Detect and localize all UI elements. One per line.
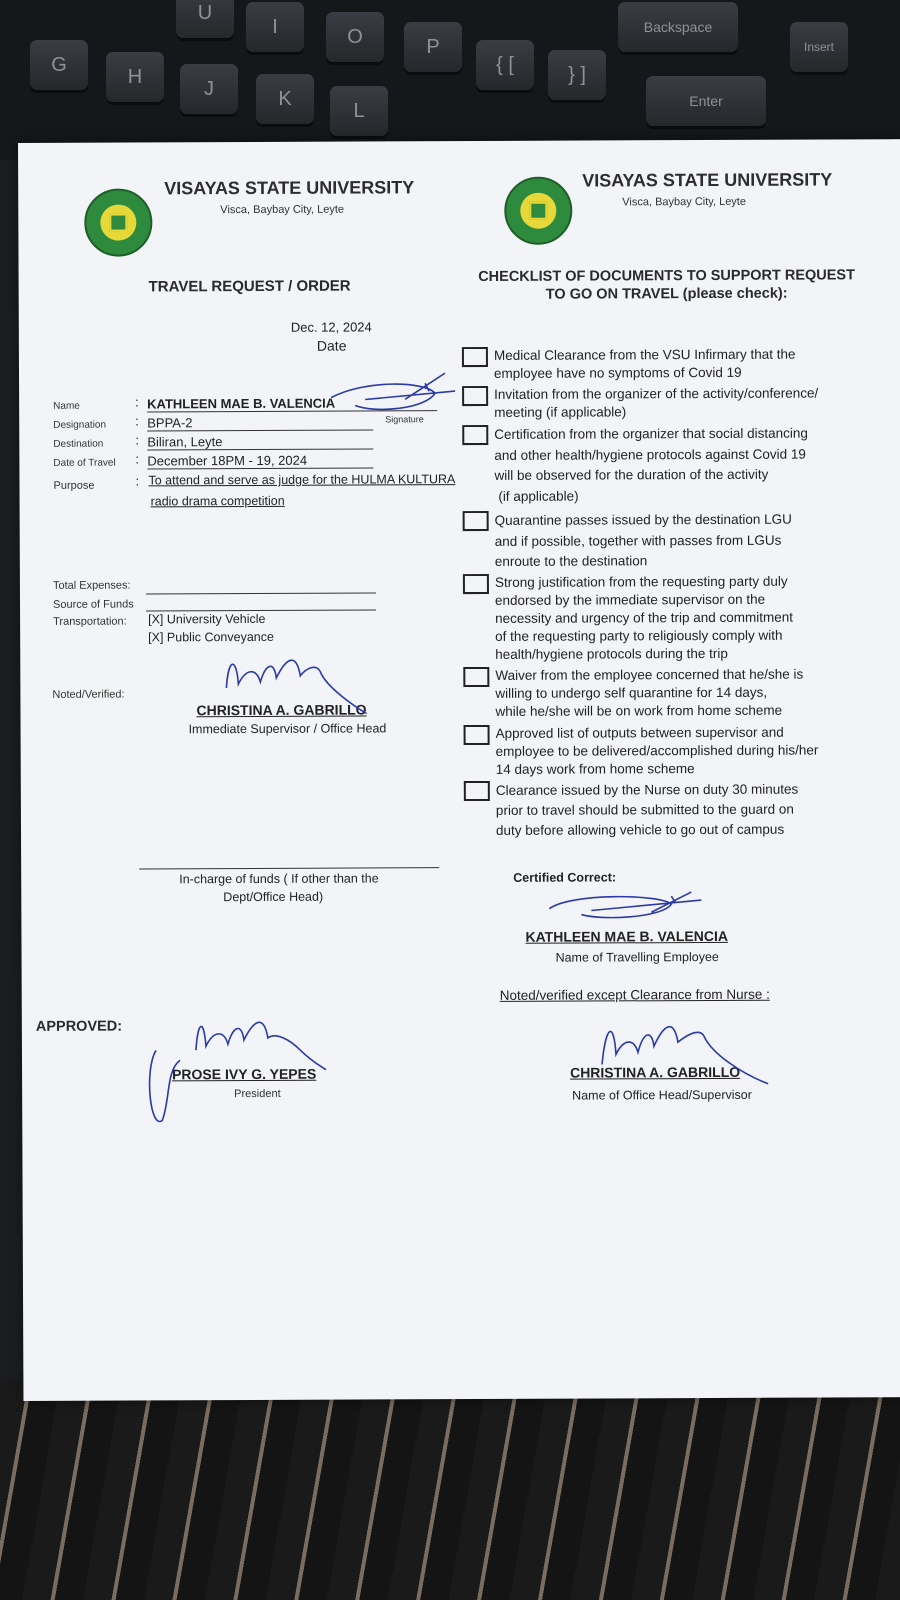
funds-signature-line xyxy=(139,867,439,869)
transport-option-2: [X] Public Conveyance xyxy=(148,629,274,645)
certified-correct-label: Certified Correct: xyxy=(513,870,617,885)
keyboard-key: J xyxy=(180,64,238,114)
colon: : xyxy=(135,451,140,467)
university-seal-right xyxy=(504,177,572,245)
travel-request-form xyxy=(18,139,900,1401)
name-label: Name xyxy=(53,400,80,412)
fabric-background xyxy=(0,1380,900,1600)
checkbox[interactable] xyxy=(462,386,488,406)
keyboard-key: K xyxy=(256,74,314,124)
checklist-title-2: TO GO ON TRAVEL (please check): xyxy=(545,285,788,303)
keyboard-key: Enter xyxy=(646,76,766,126)
checkbox[interactable] xyxy=(464,725,490,745)
keyboard-key: G xyxy=(30,40,88,90)
employee-signature-bottom xyxy=(541,888,711,929)
checklist-item: Medical Clearance from the VSU Infirmary that the employee have no symptoms of Covid 19 xyxy=(494,345,874,383)
university-address-right: Visca, Baybay City, Leyte xyxy=(622,195,747,209)
president-signature xyxy=(140,1010,341,1131)
checklist-item: Approved list of outputs between supervisor and employee to be delivered/accomplished during his/her 14 days work from home scheme xyxy=(496,723,876,779)
checklist-item: Strong justification from the requesting party duly endorsed by the immediate supervisor on the necessity and urgency of the trip and commitment of the requesting party to religiously comply with health/hygiene protocols during the trip xyxy=(495,572,875,664)
checkbox[interactable] xyxy=(462,425,488,445)
keyboard-key: { [ xyxy=(476,40,534,90)
checklist-item: Certification from the organizer that social distancing and other health/hygiene protocols against Covid 19 will be observed for the duration of the activity (if applicable) xyxy=(494,423,874,507)
employee-name: KATHLEEN MAE B. VALENCIA xyxy=(525,927,728,945)
checklist-item: Clearance issued by the Nurse on duty 30 minutes prior to travel should be submitted to the guard on duty before allowing vehicle to go out of campus xyxy=(496,779,876,841)
form-title: TRAVEL REQUEST / ORDER xyxy=(148,277,351,296)
checklist-item: Quarantine passes issued by the destination LGU and if possible, together with passes from LGUs enroute to the destination xyxy=(495,509,875,572)
purpose-label: Purpose xyxy=(53,479,95,492)
colon: : xyxy=(135,473,140,489)
head-signature xyxy=(592,1004,782,1095)
date-of-travel-label: Date of Travel xyxy=(53,457,116,469)
total-expenses-label: Total Expenses: xyxy=(52,579,131,592)
keyboard-key: O xyxy=(326,12,384,62)
keyboard-background xyxy=(0,0,900,160)
checkbox[interactable] xyxy=(463,574,489,594)
keyboard-key: Insert xyxy=(790,22,848,72)
source-of-funds-label: Source of Funds xyxy=(52,598,134,611)
colon: : xyxy=(135,413,139,429)
checkbox[interactable] xyxy=(464,781,490,801)
noted-except-label: Noted/verified except Clearance from Nurse : xyxy=(499,986,770,1003)
university-name-left: VISAYAS STATE UNIVERSITY xyxy=(164,177,415,199)
date-label: Date xyxy=(316,337,347,354)
checklist-title-1: CHECKLIST OF DOCUMENTS TO SUPPORT REQUEST xyxy=(478,267,855,285)
checklist-item: Waiver from the employee concerned that he/she is willing to undergo self quarantine for 14 days, while he/she will be on work from home scheme xyxy=(495,665,875,721)
supervisor-title: Immediate Supervisor / Office Head xyxy=(188,721,387,737)
designation-label: Designation xyxy=(53,419,107,431)
funds-label-2: Dept/Office Head) xyxy=(223,889,324,905)
keyboard-key: H xyxy=(106,52,164,102)
checklist-item: Invitation from the organizer of the activity/conference/ meeting (if applicable) xyxy=(494,384,874,422)
university-name-right: VISAYAS STATE UNIVERSITY xyxy=(582,169,833,191)
head-name: CHRISTINA A. GABRILLO xyxy=(570,1063,741,1081)
approved-label: APPROVED: xyxy=(35,1018,123,1035)
request-date: Dec. 12, 2024 xyxy=(290,319,372,335)
checkbox[interactable] xyxy=(462,347,488,367)
employee-title: Name of Travelling Employee xyxy=(555,949,719,965)
checkbox[interactable] xyxy=(463,511,489,531)
head-title: Name of Office Head/Supervisor xyxy=(572,1087,752,1103)
signature-label: Signature xyxy=(385,414,424,425)
total-expenses-line xyxy=(146,592,376,594)
university-seal-left xyxy=(84,188,152,256)
keyboard-key: U xyxy=(176,0,234,38)
designation-field: BPPA-2 xyxy=(147,414,373,431)
president-name: PROSE IVY G. YEPES xyxy=(172,1065,317,1083)
colon: : xyxy=(135,432,139,448)
destination-label: Destination xyxy=(53,438,104,450)
colon: : xyxy=(135,394,139,410)
transport-option-1: [X] University Vehicle xyxy=(148,611,266,627)
university-address-left: Visca, Baybay City, Leyte xyxy=(220,203,345,217)
destination-field: Biliran, Leyte xyxy=(147,433,373,450)
name-field: KATHLEEN MAE B. VALENCIA xyxy=(147,395,437,412)
keyboard-key: I xyxy=(246,2,304,52)
funds-label-1: In-charge of funds ( If other than the xyxy=(179,871,379,887)
purpose-line-1: To attend and serve as judge for the HULMA KULTURA xyxy=(148,472,456,488)
employee-signature-top xyxy=(325,369,465,420)
supervisor-signature xyxy=(216,647,376,718)
transportation-label: Transportation: xyxy=(53,615,127,628)
date-of-travel-field: December 18PM - 19, 2024 xyxy=(147,452,373,469)
checkbox[interactable] xyxy=(463,667,489,687)
keyboard-key: P xyxy=(404,22,462,72)
noted-verified-label: Noted/Verified: xyxy=(52,688,125,701)
keyboard-key: } ] xyxy=(548,50,606,100)
keyboard-key: L xyxy=(330,86,388,136)
purpose-line-2: radio drama competition xyxy=(150,493,285,509)
supervisor-name: CHRISTINA A. GABRILLO xyxy=(196,701,367,719)
president-title: President xyxy=(234,1087,281,1101)
keyboard-key: Backspace xyxy=(618,2,738,52)
